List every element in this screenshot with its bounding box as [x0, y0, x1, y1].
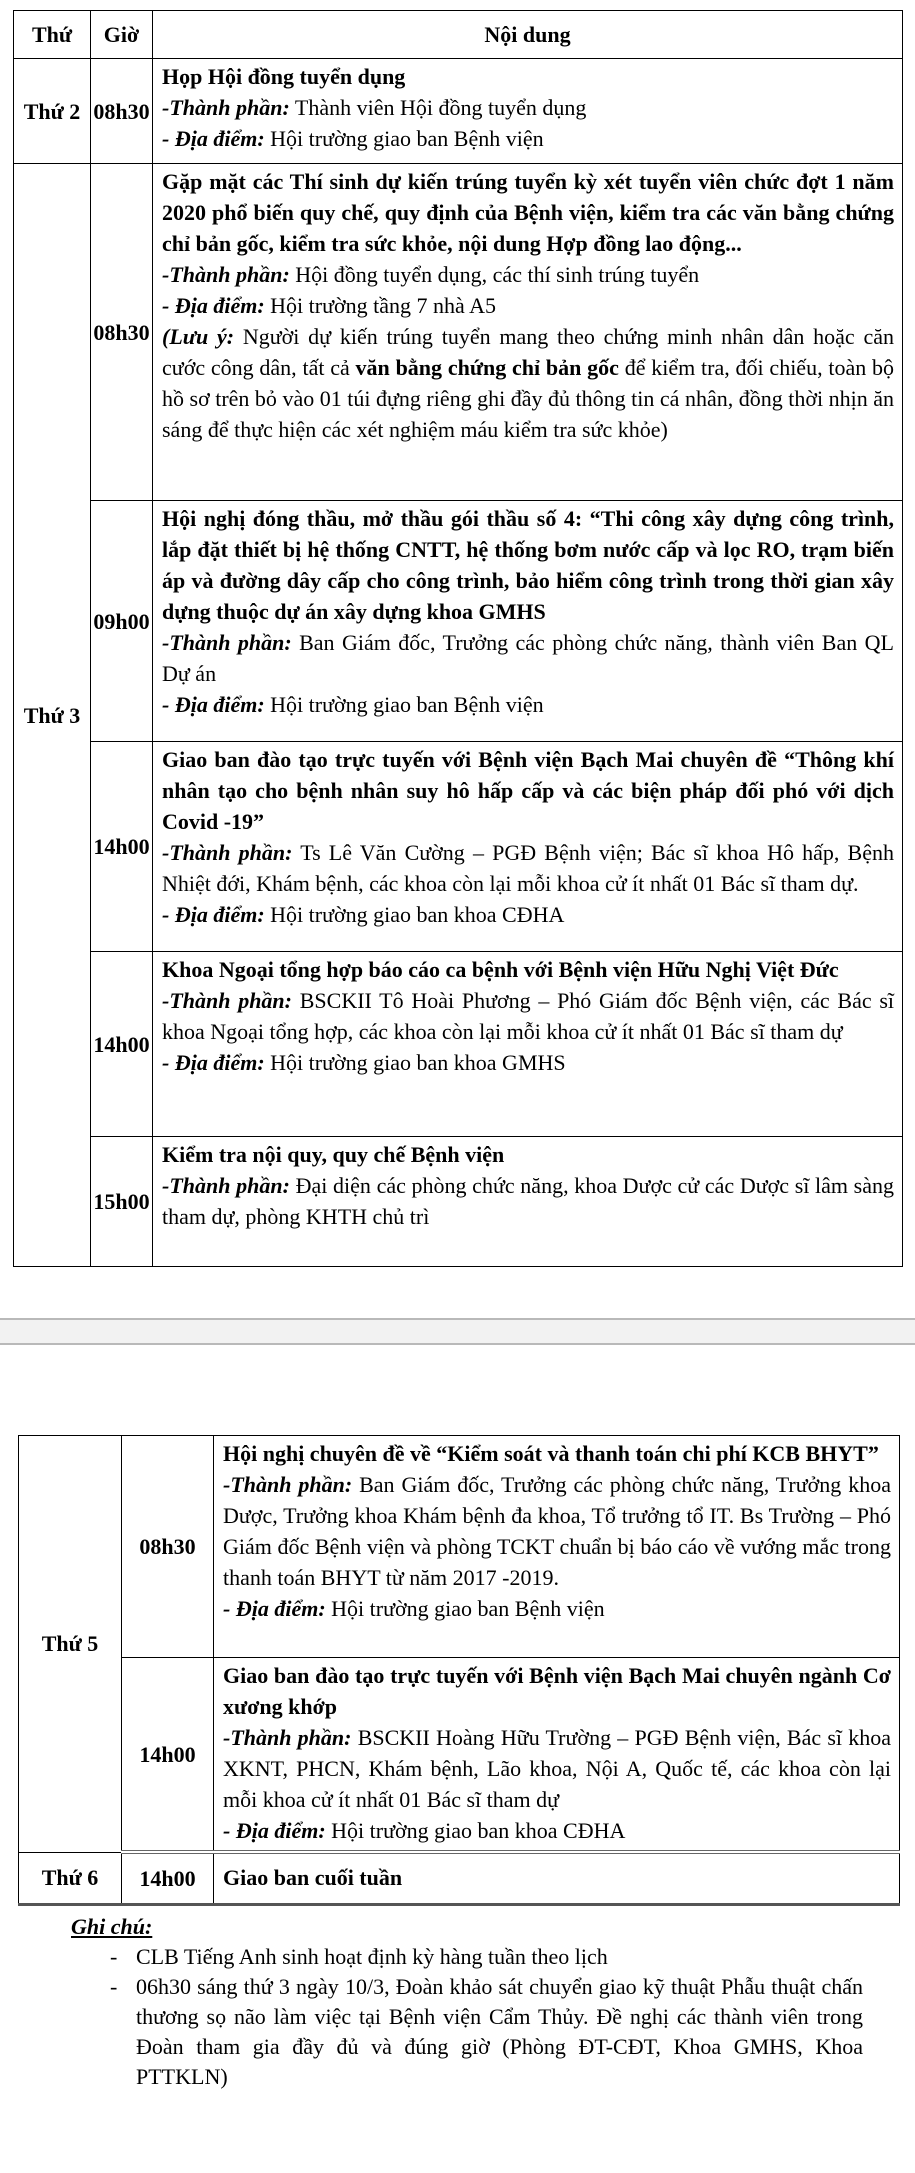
content-cell [153, 952, 903, 1137]
location-label: - Địa điểm: [162, 293, 265, 318]
content-cell [153, 59, 903, 164]
table-row [19, 1658, 900, 1853]
time-cell: 08h30 [91, 164, 153, 501]
event-title: Họp Hội đồng tuyển dụng [162, 64, 406, 89]
header-day: Thứ [14, 11, 91, 59]
dash-bullet: - [110, 1944, 118, 1969]
time-cell: 15h00 [91, 1137, 153, 1267]
location-label: - Địa điểm: [162, 1050, 265, 1075]
location-text: Hội trường giao ban Bệnh viện [270, 126, 544, 151]
header-time: Giờ [91, 11, 153, 59]
day-cell: Thứ 6 [19, 1852, 122, 1904]
event-title: Kiểm tra nội quy, quy chế Bệnh viện [162, 1142, 505, 1167]
content-cell [153, 164, 903, 501]
event-title: Khoa Ngoại tổng hợp báo cáo ca bệnh với Bệnh viện Hữu Nghị Việt Đức [162, 957, 839, 982]
schedule-table-page2 [18, 1435, 900, 1906]
content-cell [153, 742, 903, 952]
participants-line [162, 92, 894, 123]
participants-line [162, 627, 894, 689]
participants-text: Thành viên Hội đồng tuyển dụng [294, 95, 587, 120]
table-row [19, 1436, 900, 1658]
time-cell: 08h30 [91, 59, 153, 164]
location-label: - Địa điểm: [162, 692, 265, 717]
location-line [162, 123, 894, 154]
day-cell: Thứ 5 [19, 1436, 122, 1853]
location-line [162, 899, 894, 930]
table-row [19, 1852, 900, 1904]
event-title: Gặp mặt các Thí sinh dự kiến trúng tuyển kỳ xét tuyển viên chức đợt 1 năm 2020 phổ biến quy chế, quy định của Bệnh viện, kiểm tra các văn bằng chứng chỉ bản gốc, kiểm tra sức khỏe, nội dung Hợp đồng lao động... [162, 169, 894, 256]
participants-line [223, 1722, 891, 1815]
location-text: Hội trường giao ban khoa CĐHA [270, 902, 565, 927]
content-cell [214, 1852, 900, 1904]
event-title: Hội nghị chuyên đề về “Kiểm soát và thanh toán chi phí KCB BHYT” [223, 1441, 879, 1466]
location-text: Hội trường tầng 7 nhà A5 [270, 293, 496, 318]
table-row [14, 501, 903, 742]
location-line [162, 290, 894, 321]
participants-label: -Thành phần: [162, 840, 293, 865]
notes-section [71, 1912, 863, 2092]
participants-text: Ts Lê Văn Cường – PGĐ Bệnh viện; Bác sĩ khoa Hô hấp, Bệnh Nhiệt đới, Khám bệnh, các khoa còn lại mỗi khoa cử ít nhất 01 Bác sĩ tham dự. [162, 840, 894, 896]
table-row [14, 164, 903, 501]
time-cell: 08h30 [122, 1436, 214, 1658]
participants-label: -Thành phần: [223, 1725, 352, 1750]
content-cell [214, 1436, 900, 1658]
note-text-pre: Người dự kiến trúng tuyển mang theo chứng minh nhân dân hoặc căn cước công dân, tất cả [162, 324, 894, 380]
location-line [162, 1047, 894, 1078]
event-title: Giao ban đào tạo trực tuyến với Bệnh viện Bạch Mai chuyên ngành Cơ xương khớp [223, 1663, 891, 1719]
note-line [162, 321, 894, 445]
participants-label: -Thành phần: [162, 95, 290, 120]
note-text-bold: văn bằng chứng chỉ bản gốc [355, 355, 619, 380]
note-text-post: để kiểm tra, đối chiếu, toàn bộ hồ sơ trên bỏ vào 01 túi đựng riêng ghi đầy đủ thông tin cá nhân, đồng thời nhịn ăn sáng để thực hiện các xét nghiệm máu kiểm tra sức khỏe) [162, 355, 895, 442]
content-cell [153, 501, 903, 742]
participants-label: -Thành phần: [162, 1173, 290, 1198]
header-content: Nội dung [153, 11, 903, 59]
day-cell: Thứ 2 [14, 59, 91, 164]
participants-line [223, 1469, 891, 1593]
table-row [14, 952, 903, 1137]
participants-label: -Thành phần: [223, 1472, 353, 1497]
participants-text: BSCKII Hoàng Hữu Trường – PGĐ Bệnh viện, Bác sĩ khoa XKNT, PHCN, Khám bệnh, Lão khoa, Nội A, Quốc tế, các khoa còn lại mỗi khoa cử ít nhất 01 Bác sĩ tham dự [223, 1725, 891, 1812]
participants-text: BSCKII Tô Hoài Phương – Phó Giám đốc Bệnh viện, các Bác sĩ khoa Ngoại tổng hợp, các khoa còn lại mỗi khoa cử ít nhất 01 Bác sĩ tham dự [162, 988, 894, 1044]
participants-label: -Thành phần: [162, 262, 290, 287]
page-break-separator [0, 1318, 915, 1345]
location-label: - Địa điểm: [223, 1818, 326, 1843]
table-header-row [14, 11, 903, 59]
participants-line [162, 259, 894, 290]
event-title: Giao ban đào tạo trực tuyến với Bệnh viện Bạch Mai chuyên đề “Thông khí nhân tạo cho bệnh nhân suy hô hấp cấp và các biện pháp đối phó với dịch Covid -19” [162, 747, 894, 834]
participants-text: Ban Giám đốc, Trưởng các phòng chức năng, Trưởng khoa Dược, Trưởng khoa Khám bệnh đa khoa, Tổ trưởng tổ IT. Bs Trường – Phó Giám đốc Bệnh viện và phòng TCKT chuẩn bị báo cáo về vướng mắc trong thanh toán BHYT từ năm 2017 -2019. [223, 1472, 891, 1590]
notes-heading: Ghi chú: [71, 1914, 153, 1939]
day-cell: Thứ 3 [14, 164, 91, 1267]
time-cell: 14h00 [122, 1852, 214, 1904]
participants-text: Hội đồng tuyển dụng, các thí sinh trúng tuyển [295, 262, 700, 287]
location-text: Hội trường giao ban khoa CĐHA [331, 1818, 626, 1843]
schedule-table-page1 [13, 10, 903, 1267]
time-cell: 09h00 [91, 501, 153, 742]
note-item-text: 06h30 sáng thứ 3 ngày 10/3, Đoàn khảo sát chuyển giao kỹ thuật Phẫu thuật chấn thương sọ não làm việc tại Bệnh viện Cẩm Thủy. Đề nghị các thành viên trong Đoàn tham gia đầy đủ và đúng giờ (Phòng ĐT-CĐT, Khoa GMHS, Khoa PTTKLN) [136, 1974, 863, 2089]
location-label: - Địa điểm: [162, 902, 265, 927]
note-item [110, 1942, 863, 1972]
participants-line [162, 837, 894, 899]
table-row [14, 1137, 903, 1267]
note-label: (Lưu ý: [162, 324, 235, 349]
location-line [223, 1593, 891, 1624]
event-title: Hội nghị đóng thầu, mở thầu gói thầu số 4: “Thi công xây dựng công trình, lắp đặt thiết bị hệ thống CNTT, hệ thống bơm nước cấp và lọc RO, trạm biến áp và đường dây cấp cho công trình, bảo hiểm công trình trong thời gian xây dựng thuộc dự án xây dựng khoa GMHS [162, 506, 894, 624]
location-line [223, 1815, 891, 1846]
dash-bullet: - [110, 1974, 118, 1999]
content-cell [153, 1137, 903, 1267]
event-title: Giao ban cuối tuần [223, 1864, 403, 1890]
content-cell [214, 1658, 900, 1853]
participants-line [162, 985, 894, 1047]
time-cell: 14h00 [91, 742, 153, 952]
time-cell: 14h00 [91, 952, 153, 1137]
time-cell: 14h00 [122, 1658, 214, 1853]
note-item-text: CLB Tiếng Anh sinh hoạt định kỳ hàng tuần theo lịch [136, 1944, 608, 1969]
participants-label: -Thành phần: [162, 988, 292, 1013]
table-row [14, 742, 903, 952]
participants-line [162, 1170, 894, 1232]
location-text: Hội trường giao ban Bệnh viện [270, 692, 544, 717]
location-label: - Địa điểm: [223, 1596, 326, 1621]
participants-label: -Thành phần: [162, 630, 292, 655]
table-row [14, 59, 903, 164]
participants-text: Đại diện các phòng chức năng, khoa Dược cử các Dược sĩ lâm sàng tham dự, phòng KHTH chủ trì [162, 1173, 895, 1229]
location-label: - Địa điểm: [162, 126, 265, 151]
location-line [162, 689, 894, 720]
participants-text: Ban Giám đốc, Trưởng các phòng chức năng, thành viên Ban QL Dự án [162, 630, 894, 686]
location-text: Hội trường giao ban Bệnh viện [331, 1596, 605, 1621]
note-item [110, 1972, 863, 2092]
location-text: Hội trường giao ban khoa GMHS [270, 1050, 566, 1075]
